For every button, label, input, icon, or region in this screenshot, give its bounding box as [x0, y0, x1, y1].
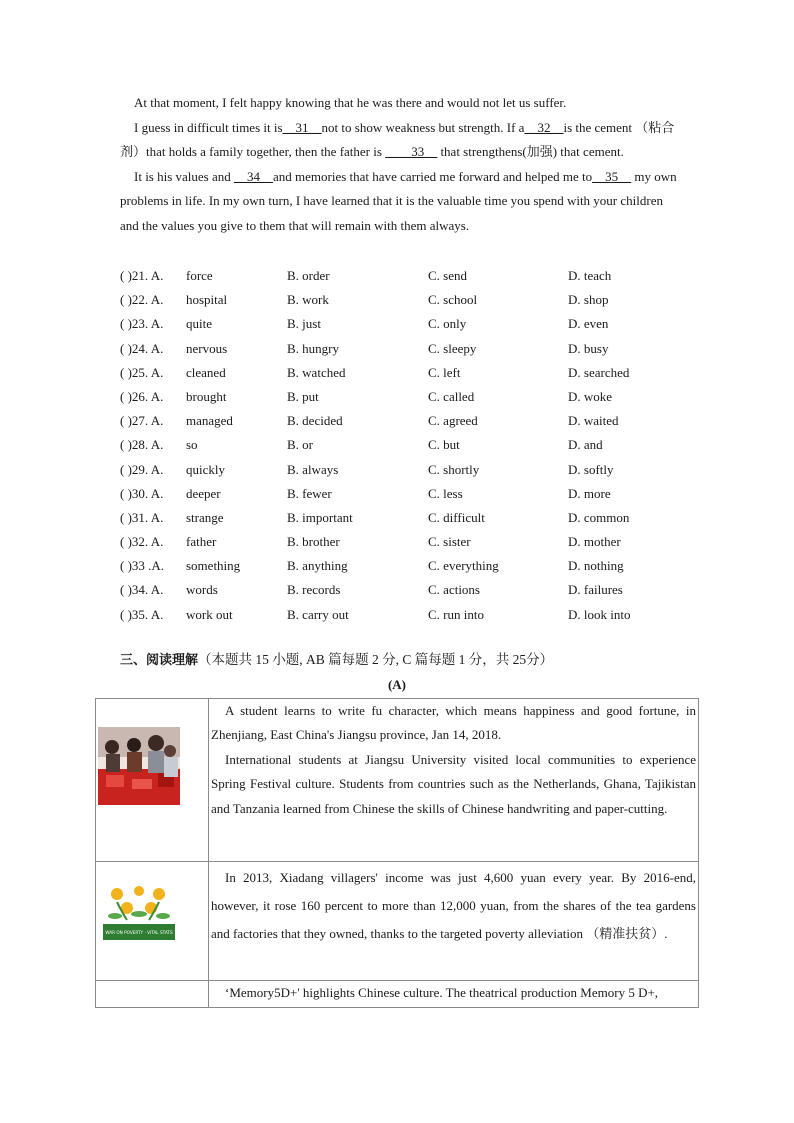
option-b: B. always [287, 461, 339, 477]
option-b: B. or [287, 437, 313, 453]
question-number: ( )27. A. [120, 413, 164, 429]
option-c: C. sleepy [428, 340, 477, 356]
blank-34: __34__ [234, 168, 274, 184]
option-b: B. watched [287, 364, 346, 380]
question-row [120, 578, 680, 602]
option-a: quickly [186, 461, 225, 477]
blank-32: __32__ [524, 119, 564, 135]
question-number: ( )29. A. [120, 461, 164, 477]
question-row [120, 409, 680, 433]
option-c: C. run into [428, 606, 484, 622]
option-b: B. carry out [287, 606, 349, 622]
question-number: ( )30. A. [120, 485, 164, 501]
option-a: something [186, 558, 241, 574]
option-a: words [186, 582, 218, 598]
question-list [120, 264, 680, 627]
option-a: force [186, 268, 213, 283]
question-number: ( )22. A. [120, 292, 164, 308]
option-b: B. important [287, 509, 353, 525]
option-d: D. common [568, 509, 630, 525]
option-a: cleaned [186, 364, 226, 380]
option-d: D. even [568, 316, 609, 332]
cloze-passage [120, 91, 680, 238]
option-b: B. work [287, 292, 329, 308]
passage-paragraph-3: It is his values and __34__and memories that have carried me forward and helped me to__35__ my own problems in life. In my own turn, I have learned that it is the valuable time you spend with your children and the values you give to them that will remain with them always. [120, 168, 677, 233]
option-a: so [186, 437, 198, 453]
image-cell [96, 699, 209, 862]
question-row [120, 337, 680, 361]
option-d: D. waited [568, 413, 619, 429]
option-d: D. failures [568, 582, 623, 598]
option-a: managed [186, 413, 233, 429]
option-b: B. put [287, 388, 319, 404]
option-c: C. difficult [428, 509, 485, 525]
option-c: C. left [428, 364, 461, 380]
question-number: ( )33 .A. [120, 558, 165, 574]
option-d: D. teach [568, 268, 612, 283]
option-c: C. send [428, 268, 467, 283]
option-c: C. called [428, 388, 475, 404]
option-a: quite [186, 316, 212, 332]
option-d: D. mother [568, 534, 621, 550]
option-b: B. hungry [287, 340, 339, 356]
question-number: ( )32. A. [120, 534, 164, 550]
option-c: C. less [428, 485, 463, 501]
text-cell [209, 699, 699, 862]
option-c: C. agreed [428, 413, 478, 429]
option-d: D. searched [568, 364, 630, 380]
option-b: B. order [287, 268, 330, 283]
question-number: ( )34. A. [120, 582, 164, 598]
blank-33: ____33__ [385, 144, 438, 159]
question-number: ( )23. A. [120, 316, 164, 332]
option-b: B. fewer [287, 485, 332, 501]
option-d: D. busy [568, 340, 609, 356]
option-b: B. anything [287, 558, 348, 574]
question-row [120, 361, 680, 385]
text-cell [209, 862, 699, 981]
option-a: strange [186, 509, 224, 525]
table-row [96, 699, 699, 862]
question-number: ( )35. A. [120, 606, 164, 622]
option-d: D. look into [568, 606, 631, 622]
option-a: hospital [186, 292, 228, 308]
option-a: father [186, 534, 217, 550]
text-cell [209, 981, 699, 1008]
option-b: B. records [287, 582, 341, 598]
table-row [96, 981, 699, 1008]
option-d: D. woke [568, 388, 613, 404]
option-c: C. only [428, 316, 467, 332]
question-number: ( )26. A. [120, 388, 164, 404]
reading-paragraph: ‘Memory5D+' highlights Chinese culture. The theatrical production Memory 5 D+, [225, 985, 659, 1000]
option-d: D. softly [568, 461, 614, 477]
passage-paragraph-2: I guess in difficult times it is__31__not to show weakness but strength. If a__32__is the cement （粘合剂）that holds a family together, then the father is ____33__ that strengthens(加强) that cement. [120, 119, 675, 159]
question-row [120, 530, 680, 554]
question-number: ( )31. A. [120, 509, 164, 525]
question-row [120, 603, 680, 627]
reading-table [95, 698, 699, 1008]
option-b: B. decided [287, 413, 343, 429]
option-a: brought [186, 388, 227, 404]
question-number: ( )25. A. [120, 364, 164, 380]
question-number: ( )21. A. [120, 268, 164, 283]
option-d: D. and [568, 437, 603, 453]
table-row [96, 862, 699, 981]
option-c: C. but [428, 437, 460, 453]
reading-paragraph: A student learns to write fu character, which means happiness and good fortune, in Zhenjiang, East China's Jiangsu province, Jan 14, 2018. [211, 703, 696, 743]
question-number: ( )24. A. [120, 340, 164, 356]
question-row [120, 506, 680, 530]
option-d: D. more [568, 485, 611, 501]
option-c: C. actions [428, 582, 480, 598]
option-c: C. school [428, 292, 478, 308]
blank-31: __31__ [282, 119, 322, 135]
section-heading: 三、阅读理解（本题共 15 小题, AB 篇每题 2 分, C 篇每题 1 分，共 25分） [120, 652, 554, 668]
option-b: B. brother [287, 534, 340, 550]
question-row [120, 554, 680, 578]
question-row [120, 433, 680, 457]
passage-line: At that moment, I felt happy knowing that he was there and would not let us suffer. [134, 95, 567, 110]
option-a: work out [186, 606, 233, 622]
image-cell [96, 862, 209, 981]
option-d: D. shop [568, 292, 609, 308]
question-row [120, 264, 680, 288]
option-c: C. everything [428, 558, 499, 574]
question-number: ( )28. A. [120, 437, 164, 453]
question-row [120, 312, 680, 336]
option-d: D. nothing [568, 558, 624, 574]
question-row [120, 385, 680, 409]
reading-paragraph: International students at Jiangsu University visited local communities to experience Spring Festival culture. Students from countries such as the Netherlands, Ghana, Tajikistan and Tanzania learned from Chinese the skills of Chinese handwriting and paper-cutting. [211, 751, 696, 816]
reading-paragraph: In 2013, Xiadang villagers' income was just 4,600 yuan every year. By 2016-end, however, it rose 160 percent to more than 12,000 yuan, from the shares of the tea gardens and factories that they owned, thanks to the targeted poverty alleviation （精准扶贫）. [211, 870, 696, 941]
illustration-caption: WAR ON POVERTY · VITAL STATS [105, 930, 173, 935]
question-row [120, 482, 680, 506]
students-calligraphy-photo [98, 727, 180, 805]
blank-35: __35__ [592, 168, 632, 184]
image-cell [96, 981, 209, 1008]
option-a: nervous [186, 340, 228, 356]
question-row [120, 288, 680, 312]
option-c: C. sister [428, 534, 471, 550]
passage-a-heading: (A) [387, 677, 407, 692]
option-b: B. just [287, 316, 321, 332]
question-row [120, 458, 680, 482]
option-c: C. shortly [428, 461, 480, 477]
money-tree-illustration [101, 886, 177, 944]
option-a: deeper [186, 485, 221, 501]
